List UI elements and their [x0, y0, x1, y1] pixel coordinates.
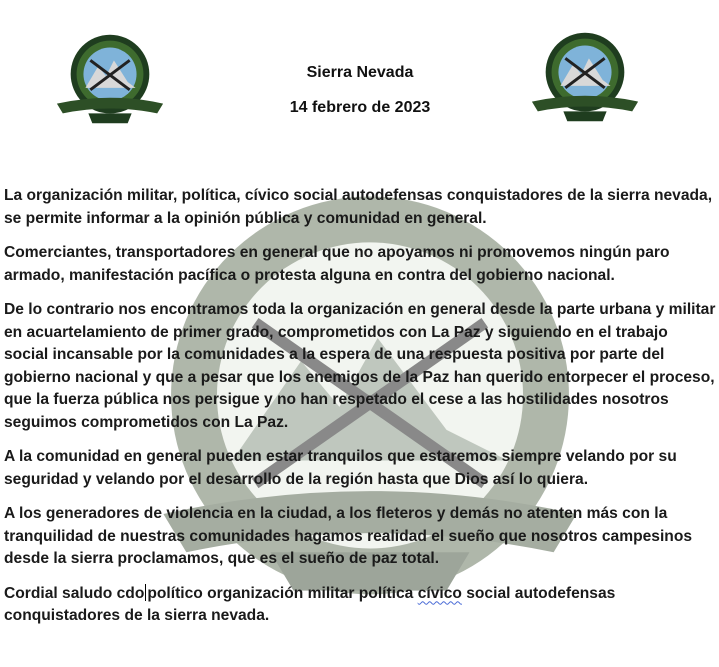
closing-text-a: Cordial saludo cdo [4, 584, 145, 602]
paragraph-4: A la comunidad en general pueden estar tranquilos que estaremos siempre velando por su seguridad y velando por el desarrollo de la región hasta que Dios así lo quiera. [4, 448, 677, 488]
paragraph-2: Comerciantes, transportadores en general que no apoyamos ni promovemos ningún paro armado, manifestación pacífica o protesta alguna en contra del gobierno nacional. [4, 244, 670, 284]
paragraph-1: La organización militar, política, cívico social autodefensas conquistadores de la sierra nevada, se permite informar a la opinión pública y comunidad en general. [4, 187, 713, 227]
closing-paragraph [4, 583, 716, 628]
paragraph-3: De lo contrario nos encontramos toda la organización en general desde la parte urbana y militar en acuartelamiento de primer grado, comprometidos con La Paz y siguiendo en el trabajo social incansable por la comunidades a la espera de una respuesta positiva por parte del gobierno nacional y que a pesar que los enemigos de la Paz han querido entorpecer el proceso, que la fuerza pública nos persigue y no han respetado el cese a las hostilidades nosotros seguimos comprometidos con La Paz. [4, 301, 716, 431]
document-body [4, 185, 716, 640]
closing-text-d: social autodefensas conquistadores de la sierra nevada. [4, 584, 616, 624]
acsn-logo-right [526, 28, 644, 128]
document-date: 14 febrero de 2023 [289, 99, 431, 116]
acsn-logo-left [51, 30, 169, 130]
closing-text-b: político organización militar política [147, 584, 418, 602]
paragraph-5: A los generadores de violencia en la ciudad, a los fleteros y demás no atenten más con la tranquilidad de nuestras comunidades hagamos realidad el sueño que nosotros campesinos desde la sierra proclamamos, que es el sueño de paz total. [4, 505, 693, 567]
spellcheck-flagged-word[interactable]: cívico [417, 584, 462, 602]
document-place: Sierra Nevada [306, 64, 414, 81]
